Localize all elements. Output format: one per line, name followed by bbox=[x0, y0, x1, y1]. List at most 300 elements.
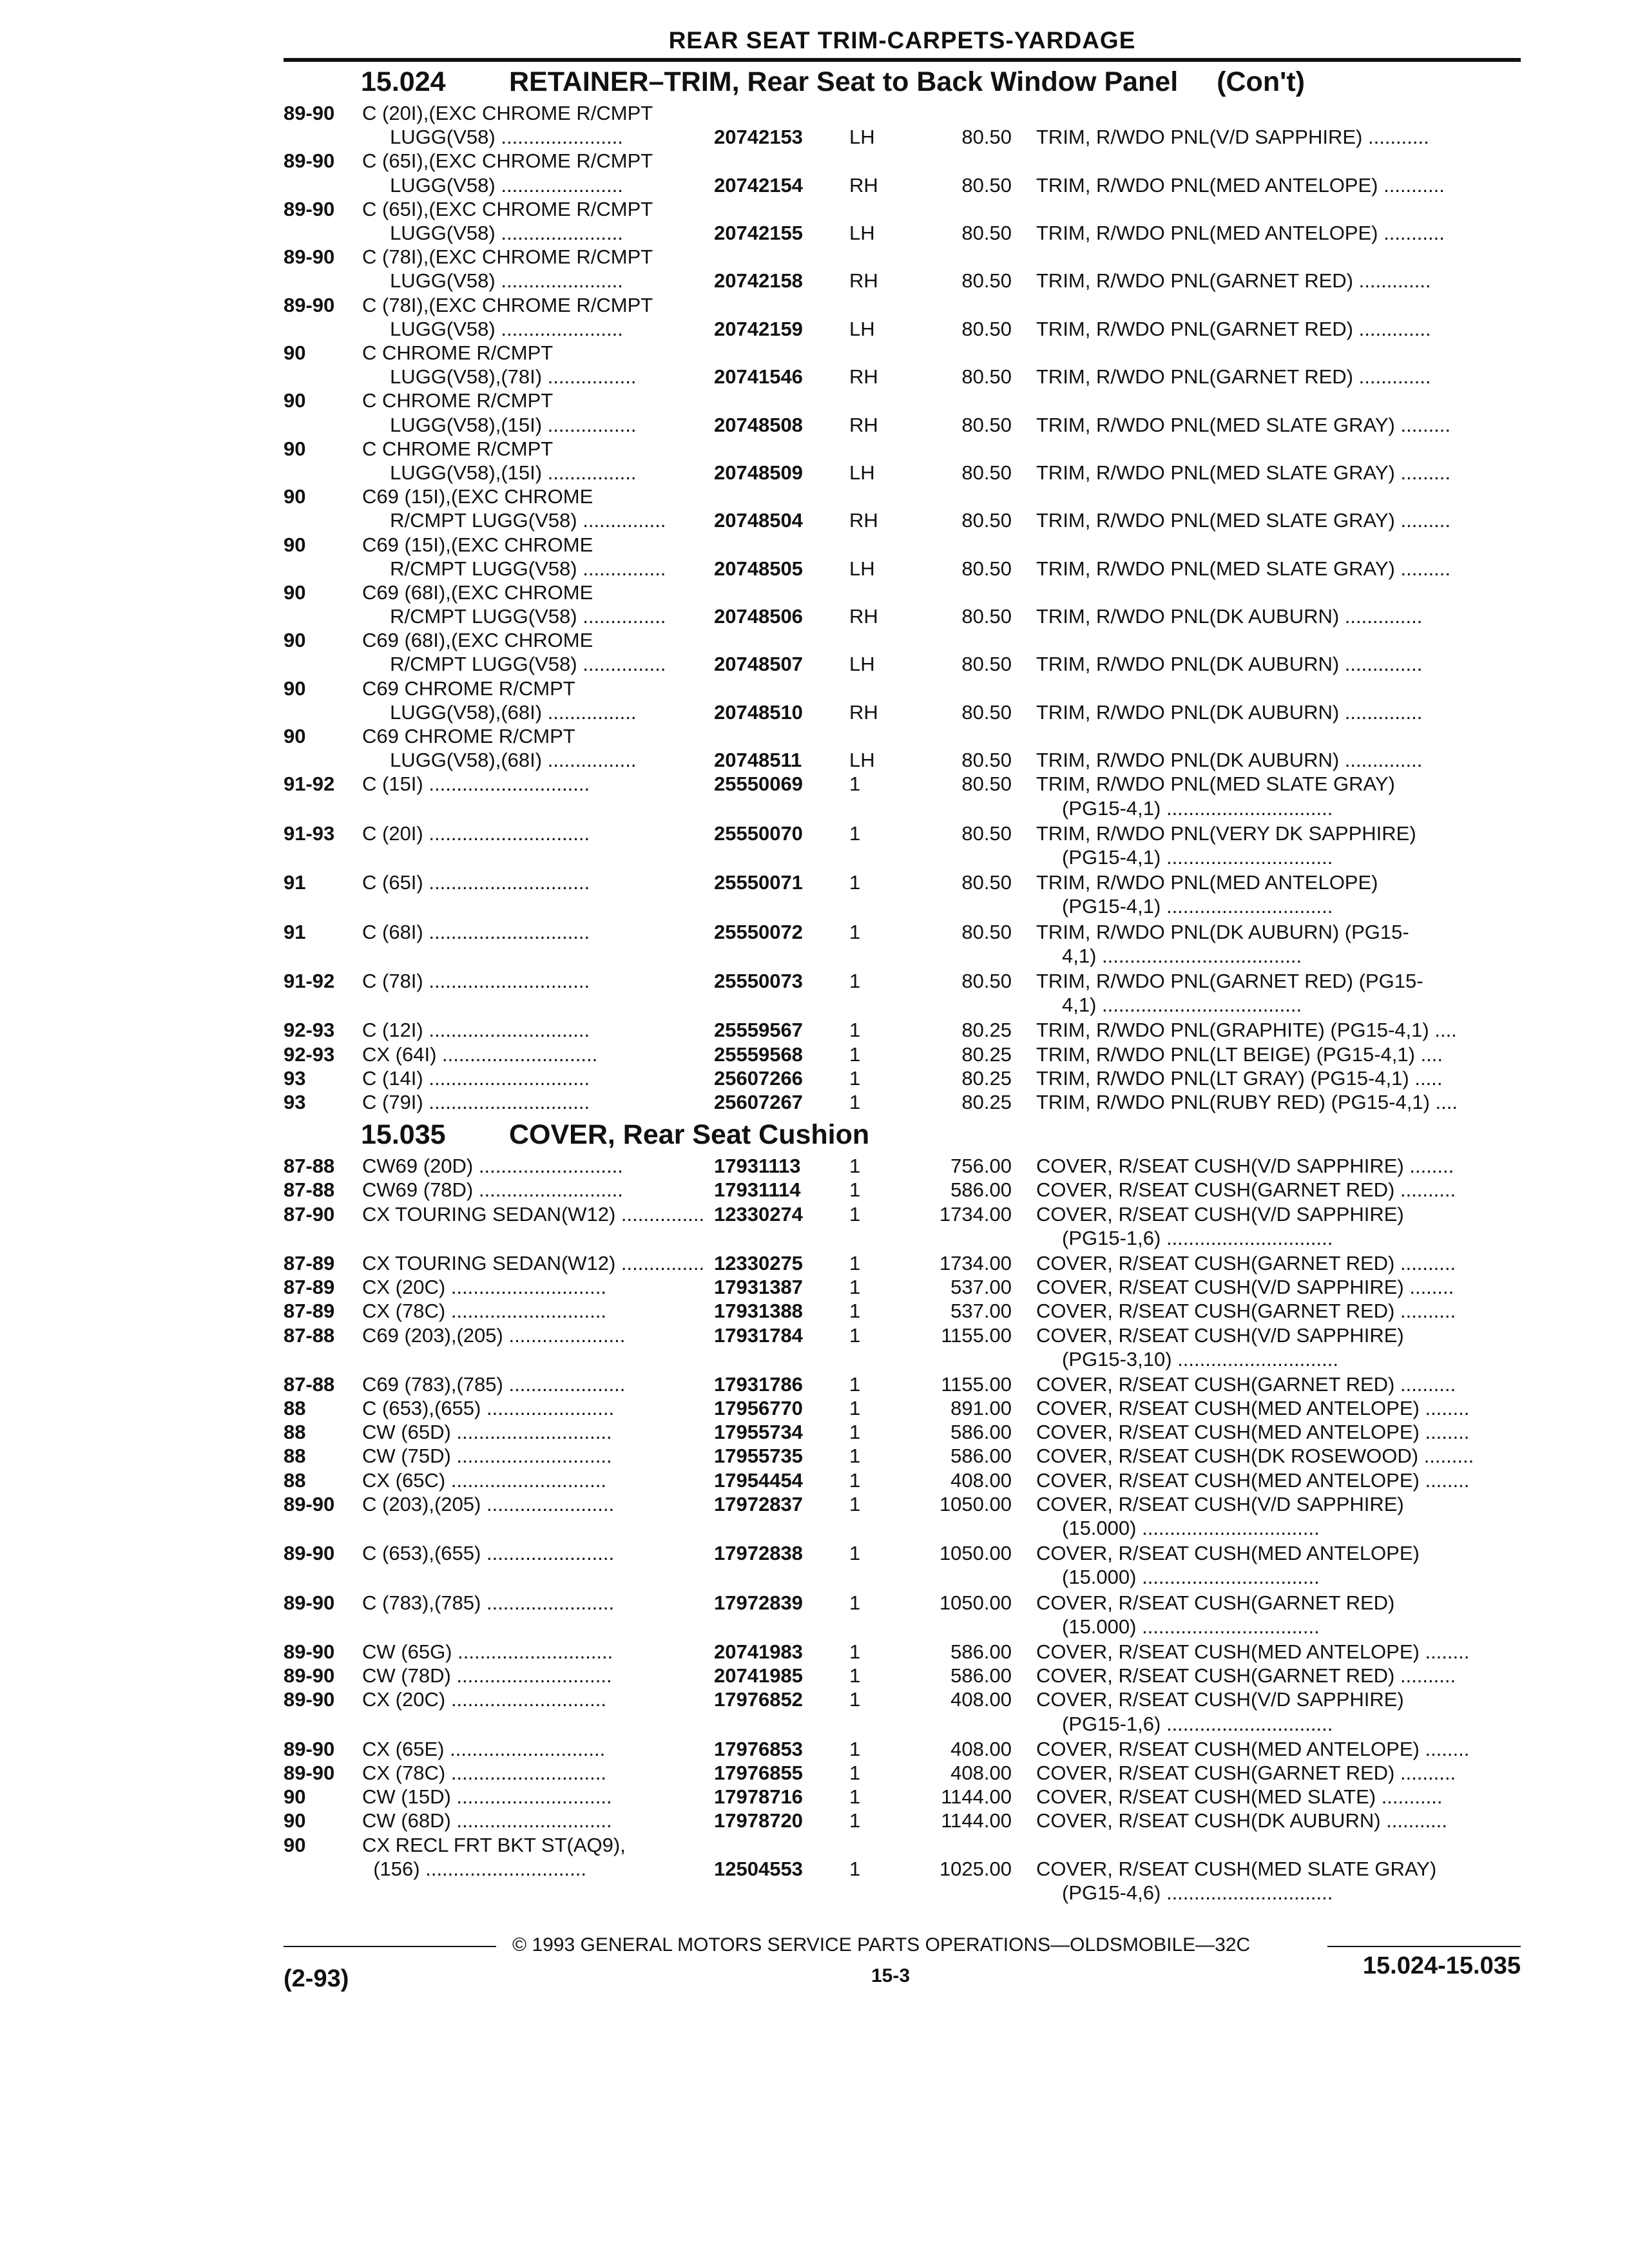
model-year: 89-90 bbox=[284, 1542, 335, 1565]
table-row bbox=[284, 294, 1521, 341]
note-line: COVER, R/SEAT CUSH(GARNET RED) bbox=[1036, 1591, 1395, 1614]
description-line: C69 (203),(205) ..................... bbox=[362, 1323, 626, 1347]
table-row bbox=[284, 581, 1521, 629]
part-name-note bbox=[1036, 1300, 1521, 1323]
dot-leader: ............. bbox=[1353, 317, 1431, 340]
dot-leader: ......... bbox=[1394, 413, 1451, 436]
part-number: 17972837 bbox=[714, 1492, 803, 1515]
note-line: COVER, R/SEAT CUSH(V/D SAPPHIRE) bbox=[1036, 1492, 1404, 1515]
dot-leader: .......... bbox=[1394, 1761, 1456, 1784]
dot-leader: ............................. bbox=[423, 1019, 590, 1042]
part-name-note bbox=[1036, 414, 1521, 437]
description-line: C69 (783),(785) ..................... bbox=[362, 1372, 626, 1396]
description-line: C (20I),(EXC CHROME R/CMPT bbox=[362, 102, 653, 124]
note-line: TRIM, R/WDO PNL(LT BEIGE) (PG15-4,1) .... bbox=[1036, 1043, 1443, 1066]
part-name-note bbox=[1036, 701, 1521, 725]
table-row bbox=[284, 1155, 1521, 1178]
model-year: 90 bbox=[284, 341, 306, 364]
description-line: LUGG(V58),(68I) ................ bbox=[362, 700, 637, 724]
table-row bbox=[284, 1397, 1521, 1421]
model-year: 90 bbox=[284, 1833, 306, 1856]
dot-leader: .............. bbox=[1339, 700, 1423, 724]
dot-leader: ............... bbox=[577, 653, 666, 676]
quantity: 1 bbox=[849, 1397, 861, 1420]
dot-leader: ............................ bbox=[445, 1276, 606, 1299]
dot-leader: ........... bbox=[1378, 173, 1445, 197]
running-head: REAR SEAT TRIM-CARPETS-YARDAGE bbox=[668, 27, 1136, 53]
part-name-note bbox=[1036, 1019, 1521, 1043]
table-row bbox=[284, 1324, 1521, 1373]
part-name-note bbox=[1036, 1445, 1521, 1468]
section-heading bbox=[284, 1115, 1521, 1155]
dot-leader: .......... bbox=[1394, 1178, 1456, 1202]
note-line: TRIM, R/WDO PNL(VERY DK SAPPHIRE) bbox=[1036, 822, 1416, 845]
model-year: 90 bbox=[284, 533, 306, 556]
description-line: C (65I),(EXC CHROME R/CMPT bbox=[362, 149, 653, 173]
note-line: COVER, R/SEAT CUSH(GARNET RED) .......... bbox=[1036, 1178, 1456, 1202]
price: 1734.00 bbox=[939, 1202, 1012, 1225]
description-line: CX (64I) ............................ bbox=[362, 1043, 598, 1066]
part-number: 25550070 bbox=[714, 822, 803, 845]
description-line: C (65I),(EXC CHROME R/CMPT bbox=[362, 197, 653, 220]
quantity: 1 bbox=[849, 1178, 861, 1202]
description-line: C (78I) ............................. bbox=[362, 970, 590, 993]
note-line: TRIM, R/WDO PNL(GARNET RED) ............. bbox=[1036, 365, 1431, 389]
copyright-line: © 1993 GENERAL MOTORS SERVICE PARTS OPERATIONS—OLDSMOBILE—32C bbox=[512, 1934, 1251, 1956]
note-line: (PG15-4,6) .............................. bbox=[1062, 1881, 1333, 1904]
quantity: 1 bbox=[849, 1664, 861, 1687]
note-line: COVER, R/SEAT CUSH(GARNET RED) .......... bbox=[1036, 1372, 1456, 1396]
part-name-note bbox=[1036, 970, 1521, 1017]
section-title: COVER, Rear Seat Cushion bbox=[509, 1119, 870, 1151]
price: 80.50 bbox=[961, 365, 1012, 389]
table-row bbox=[284, 437, 1521, 485]
part-name-note bbox=[1036, 509, 1521, 533]
quantity: 1 bbox=[849, 1640, 861, 1663]
quantity: LH bbox=[849, 317, 875, 340]
price: 586.00 bbox=[950, 1445, 1012, 1468]
dot-leader: .......... bbox=[1394, 1251, 1456, 1274]
part-name-note bbox=[1036, 1276, 1521, 1300]
table-row bbox=[284, 773, 1521, 822]
quantity: 1 bbox=[849, 1785, 861, 1809]
note-line: (PG15-4,1) .............................. bbox=[1062, 796, 1333, 820]
part-number: 17978720 bbox=[714, 1809, 803, 1832]
description-line: C (653),(655) ....................... bbox=[362, 1542, 615, 1565]
note-line: TRIM, R/WDO PNL(LT GRAY) (PG15-4,1) ..... bbox=[1036, 1066, 1443, 1090]
model-year: 89-90 bbox=[284, 1761, 335, 1784]
part-name-note bbox=[1036, 461, 1521, 485]
part-number: 25550073 bbox=[714, 970, 803, 993]
model-year: 93 bbox=[284, 1090, 306, 1113]
price: 1734.00 bbox=[939, 1251, 1012, 1274]
footer-rule-left bbox=[284, 1946, 496, 1947]
part-number: 25550071 bbox=[714, 871, 803, 894]
note-line: TRIM, R/WDO PNL(V/D SAPPHIRE) ........... bbox=[1036, 126, 1429, 149]
part-number: 17931387 bbox=[714, 1276, 803, 1299]
table-row bbox=[284, 533, 1521, 581]
table-row bbox=[284, 1785, 1521, 1809]
table-row bbox=[284, 1591, 1521, 1640]
quantity: 1 bbox=[849, 1090, 861, 1113]
price: 80.25 bbox=[961, 1043, 1012, 1066]
model-year: 87-88 bbox=[284, 1178, 335, 1202]
dot-leader: .............................. bbox=[1161, 895, 1333, 918]
quantity: LH bbox=[849, 653, 875, 676]
part-name-note bbox=[1036, 773, 1521, 820]
dot-leader: ..................... bbox=[503, 1323, 626, 1347]
quantity: 1 bbox=[849, 822, 861, 845]
price: 408.00 bbox=[950, 1688, 1012, 1711]
note-line: COVER, R/SEAT CUSH(V/D SAPPHIRE) bbox=[1036, 1323, 1404, 1347]
quantity: 1 bbox=[849, 1492, 861, 1515]
note-line: (15.000) ................................ bbox=[1062, 1517, 1320, 1540]
description-line: CW (68D) ............................ bbox=[362, 1809, 612, 1832]
note-line: COVER, R/SEAT CUSH(GARNET RED) .......... bbox=[1036, 1251, 1456, 1274]
note-line: (PG15-4,1) .............................. bbox=[1062, 846, 1333, 869]
price: 80.50 bbox=[961, 653, 1012, 676]
dot-leader: .............................. bbox=[1161, 796, 1333, 820]
part-name-note bbox=[1036, 1178, 1521, 1202]
price: 80.50 bbox=[961, 605, 1012, 628]
price: 408.00 bbox=[950, 1761, 1012, 1784]
page-number: 15-3 bbox=[871, 1965, 911, 1986]
part-number: 17954454 bbox=[714, 1468, 803, 1492]
table-row bbox=[284, 389, 1521, 437]
table-row bbox=[284, 871, 1521, 920]
model-year: 89-90 bbox=[284, 1492, 335, 1515]
table-row bbox=[284, 1300, 1521, 1323]
note-line: TRIM, R/WDO PNL(MED ANTELOPE) ........... bbox=[1036, 221, 1445, 244]
model-year: 89-90 bbox=[284, 1737, 335, 1760]
note-line: (PG15-1,6) .............................. bbox=[1062, 1712, 1333, 1735]
quantity: RH bbox=[849, 509, 878, 532]
description-line: C CHROME R/CMPT bbox=[362, 389, 554, 412]
table-row bbox=[284, 485, 1521, 533]
part-name-note bbox=[1036, 1373, 1521, 1397]
model-year: 89-90 bbox=[284, 197, 335, 220]
dot-leader: ...................... bbox=[495, 317, 623, 340]
description-line: C69 (15I),(EXC CHROME bbox=[362, 533, 593, 556]
description-line: R/CMPT LUGG(V58) ............... bbox=[362, 605, 666, 628]
dot-leader: ................ bbox=[542, 461, 637, 484]
description-line: CX TOURING SEDAN(W12) ............... bbox=[362, 1251, 705, 1274]
dot-leader: ............................. bbox=[423, 871, 590, 894]
price: 756.00 bbox=[950, 1155, 1012, 1178]
dot-leader: ................................ bbox=[1136, 1566, 1320, 1589]
note-line: TRIM, R/WDO PNL(MED SLATE GRAY) ......... bbox=[1036, 557, 1451, 580]
quantity: 1 bbox=[849, 1043, 861, 1066]
note-line: (PG15-4,1) .............................. bbox=[1062, 895, 1333, 918]
description-line: CX (65E) ............................ bbox=[362, 1737, 606, 1760]
note-line: TRIM, R/WDO PNL(DK AUBURN) .............. bbox=[1036, 605, 1423, 628]
note-line: COVER, R/SEAT CUSH(V/D SAPPHIRE) bbox=[1036, 1688, 1404, 1711]
model-year: 89-90 bbox=[284, 1664, 335, 1687]
quantity: 1 bbox=[849, 1155, 861, 1178]
note-line: TRIM, R/WDO PNL(GARNET RED) ............. bbox=[1036, 317, 1431, 340]
dot-leader: ......... bbox=[1394, 461, 1451, 484]
price: 1144.00 bbox=[941, 1809, 1012, 1832]
dot-leader: ............................ bbox=[445, 1688, 606, 1711]
description-line: LUGG(V58) ...................... bbox=[362, 269, 623, 293]
note-line: COVER, R/SEAT CUSH(GARNET RED) .......... bbox=[1036, 1664, 1456, 1687]
description-line: LUGG(V58) ...................... bbox=[362, 126, 623, 149]
quantity: LH bbox=[849, 557, 875, 580]
quantity: 1 bbox=[849, 1276, 861, 1299]
part-name-note bbox=[1036, 1591, 1521, 1639]
description-line: C (653),(655) ....................... bbox=[362, 1397, 615, 1420]
table-row bbox=[284, 725, 1521, 773]
quantity: 1 bbox=[849, 1857, 861, 1880]
dot-leader: ...................... bbox=[495, 269, 623, 293]
table-row bbox=[284, 1493, 1521, 1542]
part-number: 17931784 bbox=[714, 1323, 803, 1347]
part-number: 20748504 bbox=[714, 509, 803, 532]
dot-leader: ................ bbox=[542, 413, 637, 436]
quantity: LH bbox=[849, 126, 875, 149]
note-line: TRIM, R/WDO PNL(MED SLATE GRAY) ......... bbox=[1036, 509, 1451, 532]
part-name-note bbox=[1036, 1203, 1521, 1251]
dot-leader: ....................... bbox=[481, 1542, 615, 1565]
note-line: TRIM, R/WDO PNL(DK AUBURN) (PG15- bbox=[1036, 920, 1409, 943]
price: 586.00 bbox=[950, 1640, 1012, 1663]
part-number: 20741983 bbox=[714, 1640, 803, 1663]
quantity: 1 bbox=[849, 920, 861, 943]
dot-leader: ............................ bbox=[445, 1300, 606, 1323]
part-name-note bbox=[1036, 126, 1521, 149]
quantity: 1 bbox=[849, 1809, 861, 1832]
quantity: RH bbox=[849, 605, 878, 628]
quantity: 1 bbox=[849, 773, 861, 796]
dot-leader: ............................ bbox=[450, 1785, 612, 1809]
note-line: COVER, R/SEAT CUSH(V/D SAPPHIRE) bbox=[1036, 1202, 1404, 1225]
table-row bbox=[284, 1445, 1521, 1468]
model-year: 88 bbox=[284, 1468, 306, 1492]
note-line: COVER, R/SEAT CUSH(MED SLATE) ........... bbox=[1036, 1785, 1443, 1809]
model-year: 91-92 bbox=[284, 773, 335, 796]
table-row bbox=[284, 1640, 1521, 1664]
description-line: LUGG(V58),(15I) ................ bbox=[362, 413, 637, 436]
description-line: CW (75D) ............................ bbox=[362, 1445, 612, 1468]
description-line: C (203),(205) ....................... bbox=[362, 1492, 615, 1515]
part-name-note bbox=[1036, 1043, 1521, 1067]
table-row bbox=[284, 629, 1521, 677]
dot-leader: ............................ bbox=[450, 1809, 612, 1832]
price: 80.50 bbox=[961, 173, 1012, 197]
model-year: 89-90 bbox=[284, 293, 335, 316]
description-line: LUGG(V58) ...................... bbox=[362, 173, 623, 197]
dot-leader: .............. bbox=[1339, 605, 1423, 628]
price: 1050.00 bbox=[939, 1591, 1012, 1614]
dot-leader: .......................... bbox=[473, 1178, 623, 1202]
dot-leader: ........ bbox=[1403, 1276, 1454, 1299]
table-row bbox=[284, 245, 1521, 293]
dot-leader: .... bbox=[1414, 1043, 1443, 1066]
dot-leader: ......... bbox=[1394, 557, 1451, 580]
dot-leader: ...................... bbox=[495, 126, 623, 149]
dot-leader: ............................ bbox=[445, 1468, 606, 1492]
description-line: R/CMPT LUGG(V58) ............... bbox=[362, 653, 666, 676]
price: 1025.00 bbox=[939, 1857, 1012, 1880]
footer-rule-right bbox=[1327, 1946, 1521, 1947]
description-line: LUGG(V58) ...................... bbox=[362, 317, 623, 340]
table-row bbox=[284, 1019, 1521, 1043]
price: 408.00 bbox=[950, 1737, 1012, 1760]
part-name-note bbox=[1036, 1858, 1521, 1905]
dot-leader: ................ bbox=[542, 749, 637, 772]
quantity: 1 bbox=[849, 1372, 861, 1396]
note-line: COVER, R/SEAT CUSH(GARNET RED) .......... bbox=[1036, 1761, 1456, 1784]
part-number: 20748506 bbox=[714, 605, 803, 628]
part-number: 25550072 bbox=[714, 920, 803, 943]
dot-leader: ............................. bbox=[1171, 1347, 1338, 1370]
description-line: C (783),(785) ....................... bbox=[362, 1591, 615, 1614]
dot-leader: ....................... bbox=[481, 1397, 615, 1420]
description-line: C69 (68I),(EXC CHROME bbox=[362, 581, 593, 604]
table-row bbox=[284, 1542, 1521, 1591]
quantity: 1 bbox=[849, 1251, 861, 1274]
model-year: 87-90 bbox=[284, 1202, 335, 1225]
part-number: 17931113 bbox=[714, 1155, 801, 1178]
description-line: C (79I) ............................. bbox=[362, 1090, 590, 1113]
model-year: 90 bbox=[284, 629, 306, 652]
note-line: TRIM, R/WDO PNL(DK AUBURN) .............. bbox=[1036, 749, 1423, 772]
quantity: 1 bbox=[849, 1542, 861, 1565]
description-line: CX (20C) ............................ bbox=[362, 1276, 606, 1299]
table-row bbox=[284, 198, 1521, 245]
part-number: 20748508 bbox=[714, 413, 803, 436]
model-year: 89-90 bbox=[284, 1688, 335, 1711]
note-line: COVER, R/SEAT CUSH(DK ROSEWOOD) ......... bbox=[1036, 1445, 1474, 1468]
model-year: 91-92 bbox=[284, 970, 335, 993]
part-number: 20741546 bbox=[714, 365, 803, 389]
dot-leader: .... bbox=[1429, 1019, 1457, 1042]
price: 80.50 bbox=[961, 822, 1012, 845]
note-line: COVER, R/SEAT CUSH(DK AUBURN) ........... bbox=[1036, 1809, 1447, 1832]
part-number: 20742154 bbox=[714, 173, 803, 197]
price: 80.25 bbox=[961, 1019, 1012, 1042]
part-number: 17972839 bbox=[714, 1591, 803, 1614]
quantity: 1 bbox=[849, 1468, 861, 1492]
model-year: 89-90 bbox=[284, 102, 335, 124]
quantity: 1 bbox=[849, 1019, 861, 1042]
model-year: 89-90 bbox=[284, 1640, 335, 1663]
dot-leader: ......... bbox=[1418, 1445, 1474, 1468]
part-name-note bbox=[1036, 557, 1521, 581]
note-line: (15.000) ................................ bbox=[1062, 1566, 1320, 1589]
model-year: 87-89 bbox=[284, 1251, 335, 1274]
part-number: 20742153 bbox=[714, 126, 803, 149]
part-number: 20742158 bbox=[714, 269, 803, 293]
price: 1144.00 bbox=[941, 1785, 1012, 1809]
description-line: CW (65G) ............................ bbox=[362, 1640, 613, 1663]
part-name-note bbox=[1036, 1067, 1521, 1091]
description-line: C CHROME R/CMPT bbox=[362, 437, 554, 460]
dot-leader: ............... bbox=[577, 605, 666, 628]
model-year: 87-88 bbox=[284, 1155, 335, 1178]
description-line: CW (78D) ............................ bbox=[362, 1664, 612, 1687]
description-line: C (12I) ............................. bbox=[362, 1019, 590, 1042]
description-line: LUGG(V58),(68I) ................ bbox=[362, 749, 637, 772]
price: 80.50 bbox=[961, 221, 1012, 244]
table-row bbox=[284, 341, 1521, 389]
description-line: CW (15D) ............................ bbox=[362, 1785, 612, 1809]
dot-leader: ........... bbox=[1380, 1809, 1447, 1832]
part-name-note bbox=[1036, 1469, 1521, 1493]
dot-leader: .............. bbox=[1339, 749, 1423, 772]
table-row bbox=[284, 1762, 1521, 1785]
description-line: C CHROME R/CMPT bbox=[362, 341, 554, 364]
description-line: CX (20C) ............................ bbox=[362, 1688, 606, 1711]
table-row bbox=[284, 1373, 1521, 1397]
section-continued: (Con't) bbox=[1217, 66, 1305, 97]
description-line: C69 (15I),(EXC CHROME bbox=[362, 485, 593, 508]
dot-leader: ............................. bbox=[423, 822, 590, 845]
description-line: CX (78C) ............................ bbox=[362, 1300, 606, 1323]
table-row bbox=[284, 149, 1521, 197]
dot-leader: .............................. bbox=[1161, 1226, 1333, 1249]
model-year: 90 bbox=[284, 485, 306, 508]
dot-leader: ............... bbox=[577, 509, 666, 532]
description-line: (156) ............................. bbox=[362, 1857, 586, 1880]
model-year: 90 bbox=[284, 581, 306, 604]
catalog-content bbox=[284, 62, 1521, 1904]
price: 891.00 bbox=[950, 1397, 1012, 1420]
dot-leader: ........ bbox=[1419, 1468, 1470, 1492]
dot-leader: ............... bbox=[615, 1202, 705, 1225]
description-line: C (68I) ............................. bbox=[362, 920, 590, 943]
description-line: C69 CHROME R/CMPT bbox=[362, 677, 575, 700]
quantity: 1 bbox=[849, 1591, 861, 1614]
model-year: 88 bbox=[284, 1397, 306, 1420]
note-line: TRIM, R/WDO PNL(DK AUBURN) .............. bbox=[1036, 700, 1423, 724]
price: 80.50 bbox=[961, 269, 1012, 293]
part-number: 20748505 bbox=[714, 557, 803, 580]
price: 80.50 bbox=[961, 970, 1012, 993]
part-number: 20742155 bbox=[714, 221, 803, 244]
dot-leader: ................................ bbox=[1136, 1615, 1320, 1638]
table-row bbox=[284, 1067, 1521, 1091]
part-name-note bbox=[1036, 1809, 1521, 1833]
part-name-note bbox=[1036, 1397, 1521, 1421]
model-year: 89-90 bbox=[284, 245, 335, 269]
section-number: 15.035 bbox=[361, 1119, 446, 1151]
part-name-note bbox=[1036, 365, 1521, 389]
description-line: LUGG(V58),(78I) ................ bbox=[362, 365, 637, 389]
part-number: 17931114 bbox=[714, 1178, 801, 1202]
model-year: 87-89 bbox=[284, 1300, 335, 1323]
table-row bbox=[284, 1833, 1521, 1904]
part-name-note bbox=[1036, 653, 1521, 677]
dot-leader: ........ bbox=[1403, 1155, 1454, 1178]
dot-leader: ..................... bbox=[503, 1372, 626, 1396]
dot-leader: ........ bbox=[1419, 1640, 1470, 1663]
dot-leader: ............................ bbox=[445, 1761, 606, 1784]
price: 80.50 bbox=[961, 700, 1012, 724]
description-line: LUGG(V58),(15I) ................ bbox=[362, 461, 637, 484]
dot-leader: .......... bbox=[1394, 1300, 1456, 1323]
dot-leader: ........... bbox=[1376, 1785, 1443, 1809]
note-line: TRIM, R/WDO PNL(DK AUBURN) .............. bbox=[1036, 653, 1423, 676]
note-line: TRIM, R/WDO PNL(MED SLATE GRAY) bbox=[1036, 773, 1395, 796]
part-number: 20748509 bbox=[714, 461, 803, 484]
description-line: C (78I),(EXC CHROME R/CMPT bbox=[362, 293, 653, 316]
dot-leader: .............................. bbox=[1161, 1881, 1333, 1904]
part-name-note bbox=[1036, 1091, 1521, 1115]
dot-leader: ............................. bbox=[423, 970, 590, 993]
price: 80.25 bbox=[961, 1066, 1012, 1090]
description-line: CW (65D) ............................ bbox=[362, 1421, 612, 1444]
